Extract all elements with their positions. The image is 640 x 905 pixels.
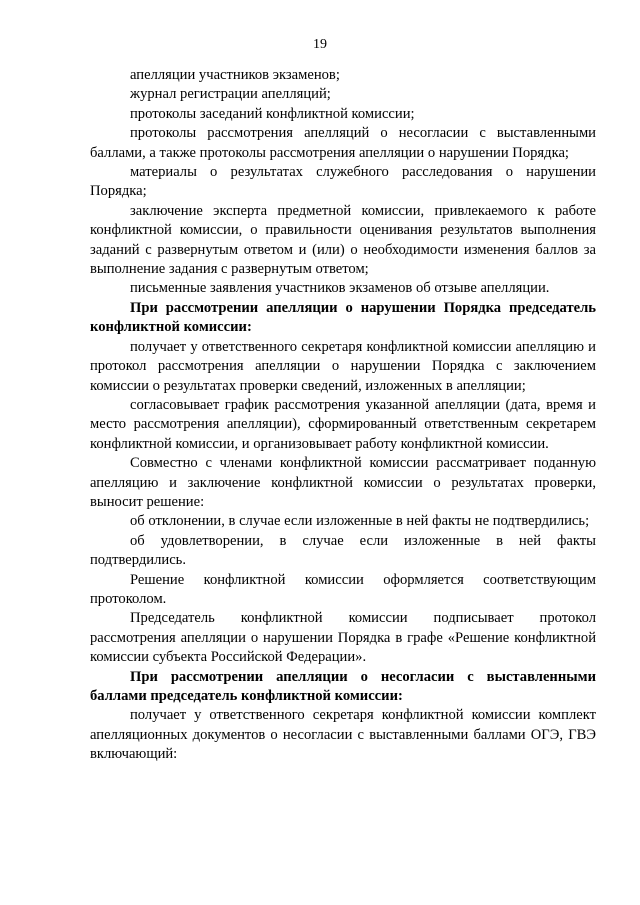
paragraph-decision: Решение конфликтной комиссии оформляется соответствующим протоколом. [90,571,596,607]
paragraph-chairman-signs: Председатель конфликтной комиссии подписывает протокол рассмотрения апелляции о нарушении Порядка в графе «Решение конфликтной комиссии субъекта Российской Федерации». [90,610,596,666]
list-item-expert-conclusion: заключение эксперта предметной комиссии, привлекаемого к работе конфликтной комиссии, о правильности оценивания результатов выполнения заданий с развернутым ответом и (или) о необходимости изменения баллов за выполнение задания с развернутым ответом; [90,202,596,278]
section-heading-violation: При рассмотрении апелляции о нарушении Порядка председатель конфликтной комиссии: [90,299,596,336]
paragraph-reject: об отклонении, в случае если изложенные в ней факты не подтвердились; [130,513,590,530]
page-number: 19 [313,37,327,52]
list-item-meeting-protocols: протоколы заседаний конфликтной комиссии; [130,105,415,122]
section-heading-disagreement: При рассмотрении апелляции о несогласии с выставленными баллами председатель конфликтной комиссии: [90,668,596,704]
paragraph-receives: получает у ответственного секретаря конфликтной комиссии апелляцию и протокол рассмотрения апелляции о нарушении Порядка с заключением комиссии о результатах проверки сведений, изложенных в апелляции; [90,338,596,394]
paragraph-accept: об удовлетворении, в случае если изложенные в ней факты подтвердились. [90,532,596,569]
list-item-journal: журнал регистрации апелляций; [130,86,331,103]
list-item-review-protocols: протоколы рассмотрения апелляций о несогласии с выставленными баллами, а также протоколы рассмотрения апелляции о нарушении Порядка; [90,125,596,161]
document-body [90,66,596,765]
paragraph-receives-set: получает у ответственного секретаря конфликтной комиссии комплект апелляционных документов о несогласии с выставленными баллами ОГЭ, ГВЭ включающий: [90,707,596,763]
list-item-withdrawal-statements: письменные заявления участников экзаменов об отзыве апелляции. [130,280,550,297]
paragraph-schedule: согласовывает график рассмотрения указанной апелляции (дата, время и место рассмотрения апелляции), сформированный ответственным секретарем конфликтной комиссии, и организовывает работу конфликтной комиссии. [90,396,596,452]
paragraph-joint-review: Совместно с членами конфликтной комиссии рассматривает поданную апелляцию и заключение конфликтной комиссии о результатах проверки, выносит решение: [90,455,596,510]
list-item-investigation-materials: материалы о результатах служебного расследования о нарушении Порядка; [90,164,596,200]
list-item-appeals: апелляции участников экзаменов; [130,67,340,83]
